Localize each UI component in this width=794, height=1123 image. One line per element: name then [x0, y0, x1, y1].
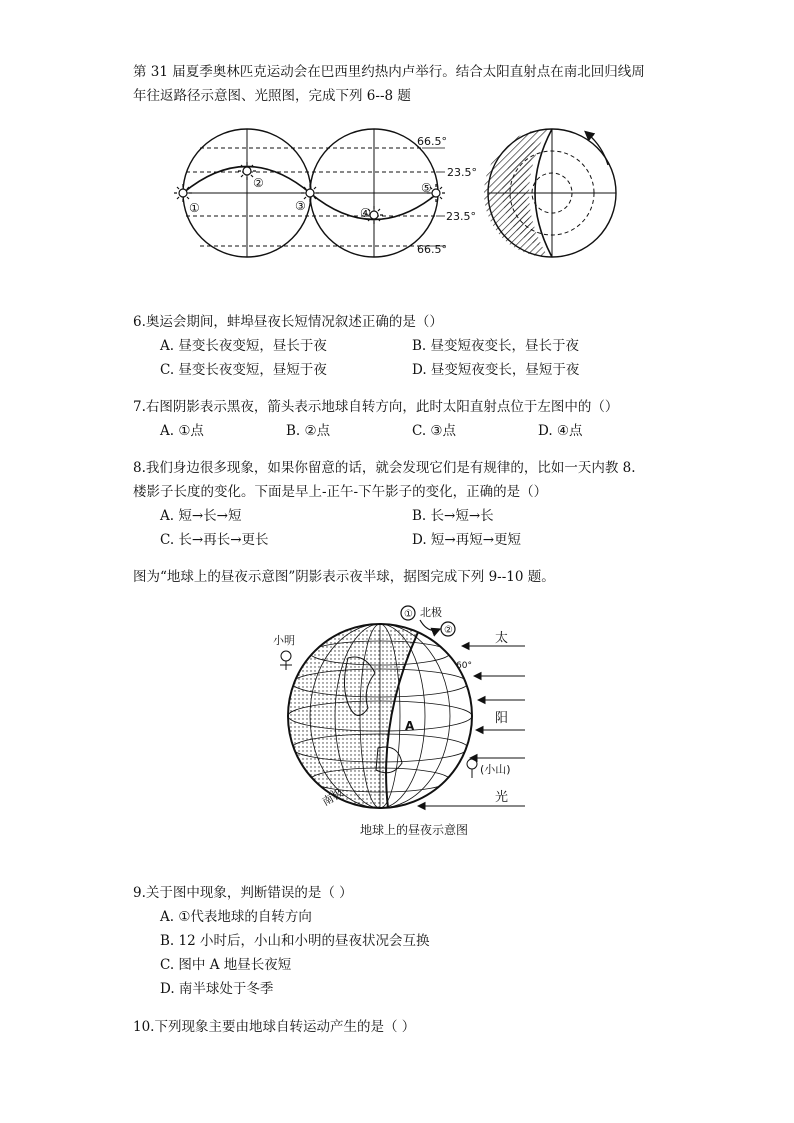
point-5-label: ⑤ [421, 181, 432, 195]
point-2-label: ② [253, 176, 264, 190]
q9-stem: 9.关于图中现象，判断错误的是（ ） [133, 885, 353, 901]
q9-option-a[interactable]: A. ①代表地球的自转方向 [160, 909, 312, 925]
figure-caption: 地球上的昼夜示意图 [360, 823, 469, 837]
q6-option-d[interactable]: D. 昼变短夜变长，昼短于夜 [412, 362, 580, 378]
lat-60-label: 60° [456, 661, 472, 671]
q8-option-b[interactable]: B. 长→短→长 [412, 508, 494, 524]
q6-option-c[interactable]: C. 昼变长夜变短，昼短于夜 [160, 362, 327, 378]
lat-label-south-tropic: 23.5° [446, 210, 476, 223]
rotation-curve-icon [420, 620, 440, 630]
q7-stem: 7.右图阴影表示黑夜，箭头表示地球自转方向，此时太阳直射点位于左图中的（） [133, 399, 619, 415]
south-pole-label: 南极 [320, 786, 346, 809]
sunlight-label-3: 光 [495, 790, 509, 805]
sunlight-label-2: 阳 [495, 711, 509, 726]
q6-stem: 6.奥运会期间，蚌埠昼夜长短情况叙述正确的是（） [133, 314, 443, 330]
point-a-label: A [405, 719, 415, 733]
q8-option-a[interactable]: A. 短→长→短 [160, 508, 242, 524]
figure-day-night [270, 598, 530, 843]
north-pole-label: 北极 [420, 606, 442, 619]
q8-stem-line-1: 8.我们身边很多现象，如果你留意的话，就会发现它们是有规律的，比如一天内教 8. [133, 460, 636, 476]
q9-option-d[interactable]: D. 南半球处于冬季 [160, 981, 274, 997]
person-icon-xiaoming [280, 651, 292, 670]
q6-option-a[interactable]: A. 昼变长夜变短，昼长于夜 [160, 338, 327, 354]
q7-option-b[interactable]: B. ②点 [286, 423, 331, 439]
person-xiaoshan-label: (小山) [480, 763, 511, 776]
q10-stem: 10.下列现象主要由地球自转运动产生的是（ ） [133, 1019, 416, 1035]
lat-label-bottom: 66.5° [417, 243, 447, 256]
rotation-arrow-1: ① [404, 609, 413, 620]
q7-option-d[interactable]: D. ④点 [538, 423, 583, 439]
point-3-label: ③ [295, 199, 306, 213]
intro-line-1: 第 31 届夏季奥林匹克运动会在巴西里约热内卢举行。结合太阳直射点在南北回归线周 [133, 64, 645, 80]
illumination-globe [484, 129, 616, 257]
intro-2: 图为“地球上的昼夜示意图”阴影表示夜半球，据图完成下列 9--10 题。 [133, 569, 555, 585]
q8-option-c[interactable]: C. 长→再长→更长 [160, 532, 269, 548]
lat-label-top: 66.5° [417, 135, 447, 148]
person-xiaoming-label: 小明 [273, 634, 295, 647]
person-icon-xiaoshan [467, 759, 477, 778]
q7-option-a[interactable]: A. ①点 [160, 423, 204, 439]
rotation-arrow-2: ② [444, 625, 453, 636]
q6-option-b[interactable]: B. 昼变短夜变长，昼长于夜 [412, 338, 580, 354]
q8-option-d[interactable]: D. 短→再短→更短 [412, 532, 522, 548]
sunlight-label-1: 太 [495, 631, 509, 646]
intro-line-2: 年往返路径示意图、光照图，完成下列 6--8 题 [133, 88, 411, 104]
figure-sun-path [160, 120, 640, 270]
q9-option-b[interactable]: B. 12 小时后，小山和小明的昼夜状况会互换 [160, 933, 430, 949]
q9-option-c[interactable]: C. 图中 A 地昼长夜短 [160, 957, 292, 973]
q8-stem-line-2: 楼影子长度的变化。下面是早上-正午-下午影子的变化，正确的是（） [133, 484, 548, 500]
point-4-label: ④ [360, 206, 371, 220]
lat-label-north-tropic: 23.5° [447, 166, 477, 179]
q7-option-c[interactable]: C. ③点 [412, 423, 457, 439]
point-1-label: ① [189, 201, 200, 215]
